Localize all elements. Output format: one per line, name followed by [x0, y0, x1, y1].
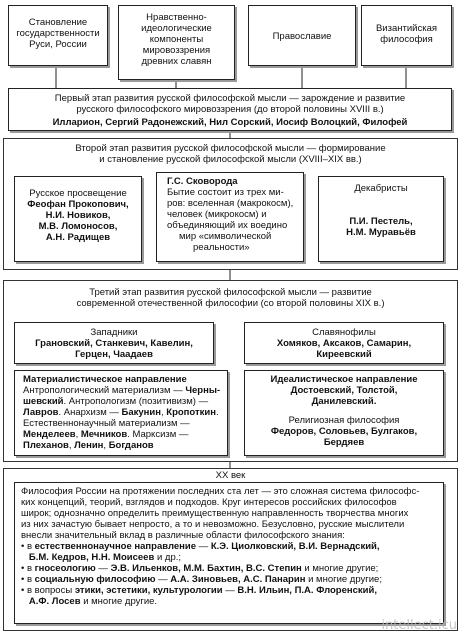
- bold-text: Лавров: [23, 407, 59, 418]
- text-line: Становление: [28, 17, 88, 28]
- text-line: древних славян: [141, 56, 212, 67]
- text: и многие другие;: [301, 563, 379, 574]
- text-line: [21, 497, 443, 508]
- text: [21, 596, 29, 607]
- top-box-orthodoxy: [248, 5, 356, 66]
- text-line: [23, 374, 227, 385]
- westerners-title: Западники: [90, 327, 138, 338]
- stage-1-heading-line: русского философского мировоззрения (до второй половины XVIII в.): [76, 104, 384, 115]
- text: • в: [21, 563, 35, 574]
- religious-names: Бердяев: [323, 437, 365, 448]
- text-line: [21, 585, 443, 596]
- text: ,: [75, 429, 81, 440]
- bold-text: Б.М. Кедров, Н.Н. Моисеев: [28, 552, 155, 563]
- text-line: [23, 396, 227, 407]
- bold-text: этики, эстетики, культурологии: [74, 585, 223, 596]
- bold-text: А.Ф. Лосев: [28, 596, 81, 607]
- text: ,: [161, 407, 167, 418]
- bold-text: Мечников: [80, 429, 128, 440]
- bold-text: Плеханов: [23, 440, 69, 451]
- text: и многие другие;: [305, 574, 382, 585]
- text-line: идеологические: [141, 23, 212, 34]
- text-line: [21, 530, 443, 541]
- text: • в вопросы: [21, 585, 75, 596]
- text-line: философия: [380, 34, 433, 45]
- text-line: [23, 429, 227, 440]
- stage-4-heading-text: XX век: [215, 470, 246, 481]
- text: • в: [21, 574, 35, 585]
- top-box-slavic-worldview: [118, 5, 235, 80]
- decembrists-title: Декабристы: [354, 183, 408, 194]
- text-line: [21, 574, 443, 585]
- enlightenment-name: А.Н. Радищев: [45, 232, 111, 243]
- text: и др.;: [154, 552, 182, 563]
- bold-text: гносеологию: [34, 563, 96, 574]
- text: и многие другие.: [80, 596, 158, 607]
- text-line: [23, 440, 227, 451]
- text: широк; однозначно определить преимущественную направленность творчества многих: [21, 508, 409, 519]
- bold-text: А.А. Зиновьев, А.С. Панарин: [170, 574, 306, 585]
- text-line: Нравственно-: [146, 12, 207, 23]
- skovoroda-text: реальности»: [193, 242, 250, 253]
- stage-3-heading-line: Третий этап развития русской философской мысли — развитие: [89, 287, 372, 298]
- text-line: компоненты: [149, 34, 204, 45]
- skovoroda-box: [156, 172, 304, 262]
- skovoroda-text: объединяющий их воедино: [167, 220, 288, 231]
- text-line: [23, 418, 227, 429]
- text: ,: [103, 440, 109, 451]
- text: ,: [68, 440, 75, 451]
- text: —: [155, 574, 171, 585]
- text-line: [21, 596, 443, 607]
- slavophiles-names: Киреевский: [316, 349, 372, 360]
- text: Антропологический материализм —: [23, 385, 186, 396]
- text-line: [21, 552, 443, 563]
- skovoroda-text: мир «символической: [179, 231, 272, 242]
- stage-1-heading-line: Первый этап развития русской философской мысли — зарождение и развитие: [54, 93, 406, 104]
- skovoroda-text: Бытие состоит из трех ми-: [167, 187, 284, 198]
- text: . Марксизм —: [127, 429, 189, 440]
- bold-text: Бакунин: [121, 407, 161, 418]
- stage-3-heading-line: современной отечественной философии (со второй половины XIX в.): [76, 298, 385, 309]
- text-line: [23, 407, 227, 418]
- xx-century-box: [14, 482, 444, 624]
- bold-text: Материалистическое направление: [23, 374, 187, 385]
- text: —: [196, 541, 211, 552]
- text-line: Византийская: [375, 23, 438, 34]
- text: Философия России на протяжении последних ста лет — это сложная система философс-: [21, 486, 420, 497]
- skovoroda-title: Г.С. Сковорода: [167, 176, 238, 187]
- stage-1-box: [8, 88, 452, 131]
- bold-text: К.Э. Циолковский, В.И. Вернадский,: [210, 541, 380, 552]
- westerners-box: [14, 322, 214, 364]
- idealist-names: Достоевский, Толстой,: [290, 385, 398, 396]
- text: . Анархизм —: [58, 407, 122, 418]
- materialist-box: [14, 370, 228, 456]
- text-line: [23, 385, 227, 396]
- idealist-title: Идеалистическое направление: [270, 374, 418, 385]
- enlightenment-box: [14, 176, 142, 262]
- religious-names: Федоров, Соловьев, Булгаков,: [270, 426, 418, 437]
- bold-text: В.Н. Ильин, П.А. Флоренский,: [237, 585, 377, 596]
- religious-title: Религиозная философия: [288, 415, 400, 426]
- idealist-box: [244, 370, 444, 456]
- bold-text: Э.В. Ильенков, М.М. Бахтин, В.С. Степин: [110, 563, 302, 574]
- text-line: Руси, России: [29, 39, 87, 50]
- bold-text: Богданов: [108, 440, 154, 451]
- text: из них зачастую бывает непросто, а то и невозможно. Безусловно, русские мыслители: [21, 519, 405, 530]
- text-line: Православие: [272, 31, 332, 42]
- bold-text: Ленин: [74, 440, 104, 451]
- text: Естественнонаучный материализм —: [23, 418, 190, 429]
- bold-text: естественнонаучное направление: [34, 541, 197, 552]
- text: . Антропологизм (позитивизм) —: [63, 396, 209, 407]
- bold-text: социальную философию: [34, 574, 156, 585]
- enlightenment-name: М.В. Ломоносов,: [38, 221, 118, 232]
- skovoroda-text: ров: вселенная (макрокосм),: [167, 198, 294, 209]
- text-line: [21, 486, 443, 497]
- stage-1-names: Илларион, Сергий Радонежский, Нил Сорский, Иосиф Волоцкий, Филофей: [52, 117, 408, 128]
- enlightenment-name: Феофан Прокопович,: [27, 199, 129, 210]
- slavophiles-box: [244, 322, 444, 364]
- text: .: [215, 407, 219, 418]
- text: [21, 552, 29, 563]
- text-line: мировоззрения: [142, 45, 211, 56]
- text-line: [21, 519, 443, 530]
- bold-text: Кропоткин: [166, 407, 216, 418]
- text-line: государственности: [16, 28, 100, 39]
- text-line: [21, 541, 443, 552]
- enlightenment-title: Русское просвещение: [29, 188, 127, 199]
- westerners-names: Грановский, Станкевич, Кавелин,: [35, 338, 193, 349]
- bold-text: шевский: [23, 396, 64, 407]
- stage-2-heading: [3, 143, 458, 165]
- idealist-names: Данилевский.: [311, 396, 377, 407]
- top-box-byzantine: [361, 5, 452, 66]
- text: —: [95, 563, 111, 574]
- text-line: [21, 563, 443, 574]
- westerners-names: Герцен, Чаадаев: [75, 349, 153, 360]
- stage-2-heading-line: и становление русской философской мысли (XVIII–XIX вв.): [99, 154, 362, 165]
- stage-4-heading: [3, 470, 458, 481]
- text: • в: [21, 541, 35, 552]
- decembrist-name: П.И. Пестель,: [349, 216, 413, 227]
- decembrists-box: [318, 176, 444, 262]
- decembrist-name: Н.М. Муравьёв: [346, 227, 416, 238]
- text: ких концепций, теорий, взглядов и подходов. Круг интересов российских философов: [21, 497, 397, 508]
- text: внесли значительный вклад в различные области философского знания:: [21, 530, 345, 541]
- top-box-statehood: [8, 5, 108, 66]
- watermark: intellect.icu: [381, 618, 457, 633]
- enlightenment-name: Н.И. Новиков,: [45, 210, 111, 221]
- skovoroda-text: человек (микрокосм) и: [167, 209, 267, 220]
- slavophiles-title: Славянофилы: [312, 327, 376, 338]
- stage-3-heading: [3, 287, 458, 309]
- text-line: [21, 508, 443, 519]
- stage-2-heading-line: Второй этап развития русской философской мысли — формирование: [75, 143, 386, 154]
- text: —: [222, 585, 238, 596]
- slavophiles-names: Хомяков, Аксаков, Самарин,: [276, 338, 412, 349]
- bold-text: Менделеев: [23, 429, 76, 440]
- bold-text: Черны-: [185, 385, 221, 396]
